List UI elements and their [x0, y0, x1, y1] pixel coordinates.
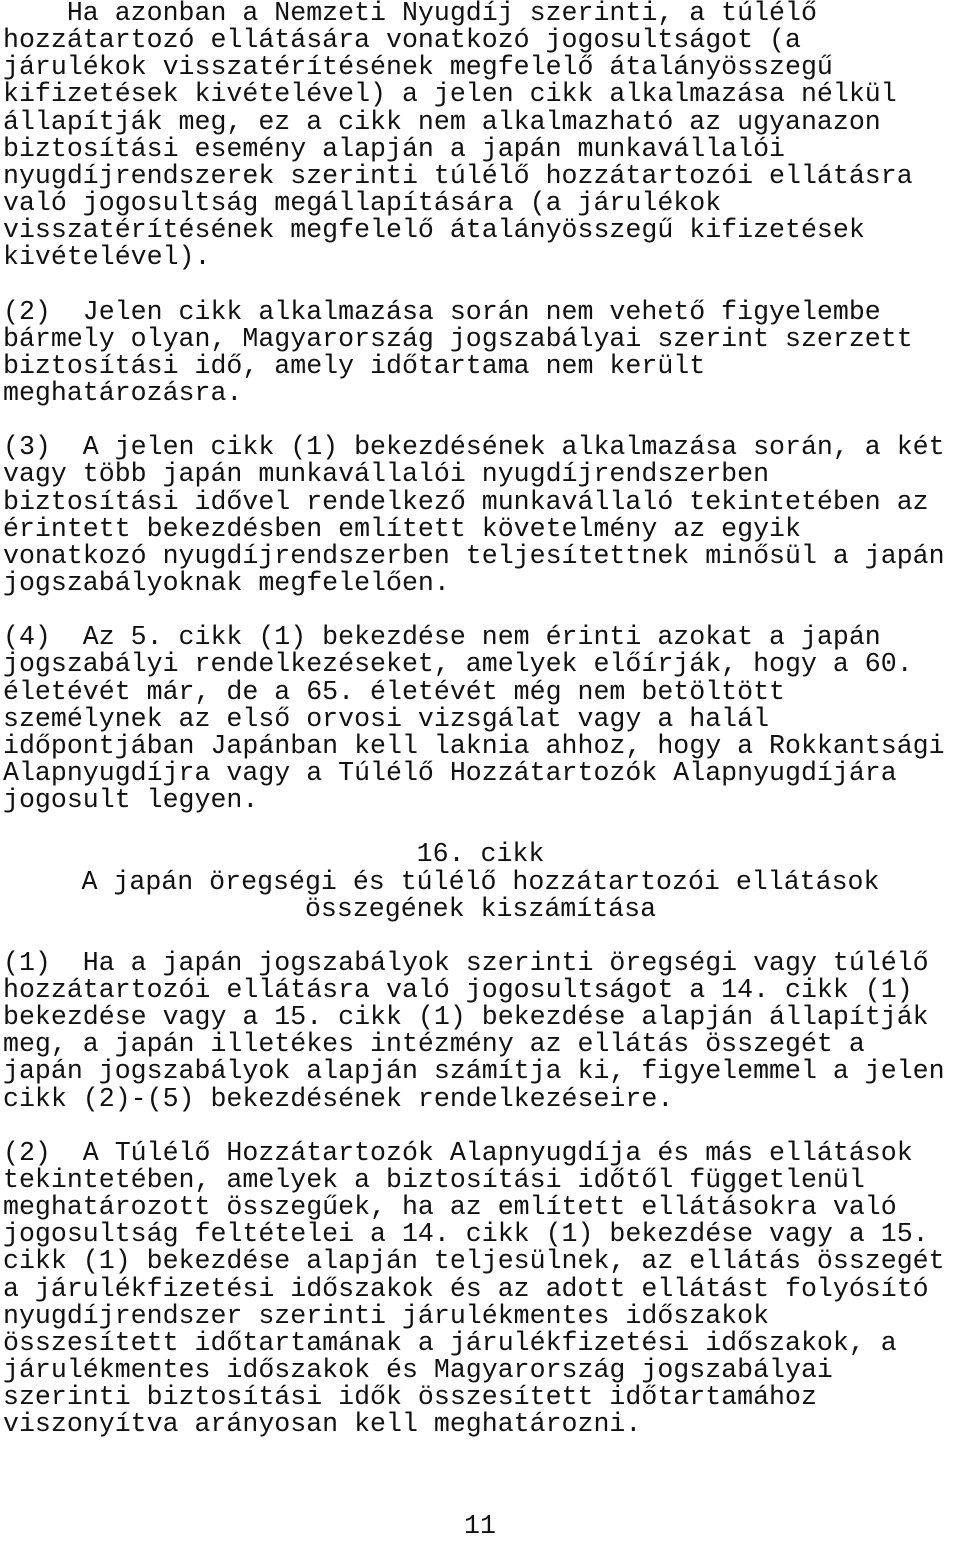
text-line: való jogosultság megállapítására (a járulékok: [3, 187, 722, 218]
text-line: érintett bekezdésben említett követelmény az egyik: [3, 513, 801, 544]
text-line: életévét már, de a 65. életévét még nem betöltött: [3, 676, 785, 707]
text-line: (1) Ha a japán jogszabályok szerinti öregségi vagy túlélő: [3, 947, 929, 978]
text-line: cikk (2)-(5) bekezdésének rendelkezéseire.: [3, 1083, 674, 1114]
text-line: bármely olyan, Magyarország jogszabályai szerint szerzett: [3, 323, 913, 354]
text-line: időpontjában Japánban kell laknia ahhoz, hogy a Rokkantsági: [3, 730, 945, 761]
article-paragraph-1: [3, 947, 958, 1114]
text-line: személynek az első orvosi vizsgálat vagy a halál: [3, 703, 770, 734]
text-line: tekintetében, amelyek a biztosítási időtől függetlenül: [3, 1165, 865, 1196]
text-line: japán jogszabályok alapján számítja ki, figyelemmel a jelen: [3, 1056, 945, 1087]
text-line: nyugdíjrendszerek szerinti túlélő hozzátartozói ellátásra: [3, 160, 913, 191]
text-line: jogszabályi rendelkezéseket, amelyek előírják, hogy a 60.: [3, 649, 913, 680]
paragraph-2: [3, 296, 958, 408]
text-line: szerinti biztosítási idők összesített időtartamához: [3, 1382, 817, 1413]
text-line: (3) A jelen cikk (1) bekezdésének alkalmazása során, a két: [3, 432, 945, 463]
text-line: (2) A Túlélő Hozzátartozók Alapnyugdíja és más ellátások: [3, 1137, 913, 1168]
paragraph-gap: [3, 407, 958, 434]
text-line: biztosítási idővel rendelkező munkavállaló tekintetében az: [3, 486, 929, 517]
text-line: jogszabályoknak megfelelően.: [3, 567, 450, 598]
text-line: hozzátartozói ellátásra való jogosultságot a 14. cikk (1): [3, 975, 913, 1006]
text-line: visszatérítésének megfelelő átalányösszegű kifizetések: [3, 215, 865, 246]
paragraph-gap: [3, 597, 958, 624]
text-line: cikk (1) bekezdése alapján teljesülnek, az ellátás összegét: [3, 1246, 945, 1277]
article-title-line: A japán öregségi és túlélő hozzátartozói ellátások: [81, 866, 880, 897]
paragraph-3: [3, 434, 958, 597]
text-line: összesített időtartamának a járulékfizetési időszakok, a: [3, 1327, 897, 1358]
text-line: (2) Jelen cikk alkalmazása során nem vehető figyelembe: [3, 296, 881, 327]
text-line: biztosítási esemény alapján a japán munkavállalói: [3, 133, 785, 164]
text-line: kifizetések kivételével) a jelen cikk alkalmazása nélkül: [3, 79, 897, 110]
text-line: nyugdíjrendszer szerinti járulékmentes időszakok: [3, 1300, 770, 1331]
text-line: vonatkozó nyugdíjrendszerben teljesítettnek minősül a japán: [3, 540, 945, 571]
text-line: jogosult legyen.: [3, 785, 259, 816]
article-paragraph-2: [3, 1137, 958, 1440]
article-heading: [3, 841, 958, 922]
paragraph-gap: [3, 923, 958, 950]
text-line: állapítják meg, ez a cikk nem alkalmazható az ugyanazon: [3, 106, 881, 137]
text-line: a járulékfizetési időszakok és az adott ellátást folyósító: [3, 1273, 929, 1304]
text-line: vagy több japán munkavállalói nyugdíjrendszerben: [3, 459, 770, 490]
text-line: (4) Az 5. cikk (1) bekezdése nem érinti azokat a japán: [3, 622, 881, 653]
article-title-line: összegének kiszámítása: [304, 893, 657, 924]
text-line: hozzátartozó ellátására vonatkozó jogosultságot (a: [3, 25, 801, 56]
text-line: járulékok visszatérítésének megfelelő átalányösszegű: [3, 52, 833, 83]
paragraph-gap: [3, 1113, 958, 1140]
text-line: jogosultság feltételei a 14. cikk (1) bekezdése vagy a 15.: [3, 1219, 929, 1250]
text-line: meghatározásra.: [3, 377, 243, 408]
text-line: Alapnyugdíjra vagy a Túlélő Hozzátartozók Alapnyugdíjára: [3, 757, 897, 788]
text-line: bekezdése vagy a 15. cikk (1) bekezdése alapján állapítják: [3, 1002, 929, 1033]
paragraph-intro: [3, 0, 958, 271]
paragraph-4: [3, 624, 958, 814]
paragraph-gap: [3, 814, 958, 841]
text-line: biztosítási idő, amely időtartama nem került: [3, 350, 706, 381]
document-page: [3, 0, 958, 1438]
paragraph-gap: [3, 271, 958, 298]
text-line: meg, a japán illetékes intézmény az ellátás összegét a: [3, 1029, 865, 1060]
text-line: viszonyítva arányosan kell meghatározni.: [3, 1409, 642, 1440]
article-number: 16. cikk: [416, 839, 545, 870]
text-line: Ha azonban a Nemzeti Nyugdíj szerinti, a túlélő: [3, 0, 817, 28]
text-line: meghatározott összegűek, ha az említett ellátásokra való: [3, 1192, 897, 1223]
text-line: járulékmentes időszakok és Magyarország jogszabályai: [3, 1355, 833, 1386]
text-line: kivételével).: [3, 242, 211, 273]
page-number: 11: [464, 1511, 496, 1541]
